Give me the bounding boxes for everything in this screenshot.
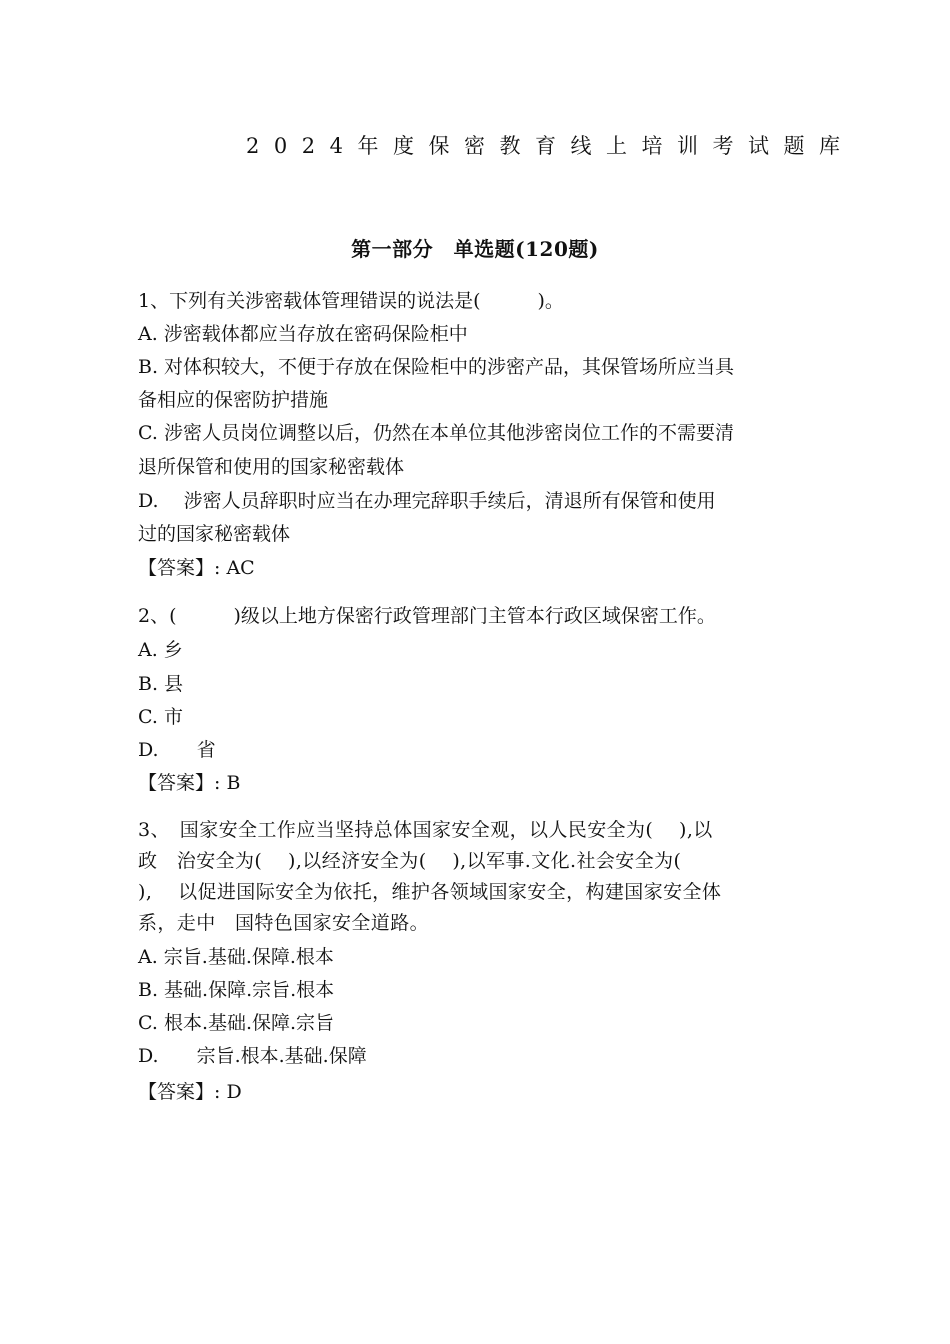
answer-label: 【答案】: AC [138, 557, 255, 579]
option-b-continuation: 备相应的保密防护措施 [138, 389, 329, 411]
option-c: C. 根本.基础.保障.宗旨 [138, 1012, 335, 1034]
option-a: A. 乡 [138, 639, 183, 661]
option-c: C. 涉密人员岗位调整以后，仍然在本单位其他涉密岗位工作的不需要清 [138, 422, 734, 444]
section-heading: 第一部分 单选题(120题) [351, 237, 599, 261]
option-c: C. 市 [138, 706, 183, 728]
stem-line: 3、 国家安全工作应当坚持总体国家安全观，以人民安全为( ),以 [138, 819, 713, 841]
answer-label: 【答案】: D [138, 1081, 242, 1103]
answer-label: 【答案】: B [138, 772, 241, 794]
question-stem: 1、下列有关涉密载体管理错误的说法是( )。 [138, 290, 564, 312]
option-d: D. 涉密人员辞职时应当在办理完辞职手续后，清退所有保管和使用 [138, 490, 716, 512]
stem-line: ), 以促进国际安全为依托，维护各领域国家安全，构建国家安全体 [138, 881, 722, 903]
option-b: B. 对体积较大，不便于存放在保险柜中的涉密产品，其保管场所应当具 [138, 356, 735, 378]
option-c-continuation: 退所保管和使用的国家秘密载体 [138, 456, 405, 478]
document-title: 2024年度保密教育线上培训考试题库 [246, 134, 855, 158]
stem-line: 系，走中 国特色国家安全道路。 [138, 912, 430, 934]
question-3-stem [138, 815, 803, 939]
question-stem: 2、( )级以上地方保密行政管理部门主管本行政区域保密工作。 [138, 605, 716, 627]
option-d: D. 宗旨.根本.基础.保障 [138, 1045, 367, 1067]
option-b: B. 县 [138, 673, 184, 695]
stem-line: 政 治安全为( ),以经济安全为( ),以军事.文化.社会安全为( [138, 850, 682, 872]
option-d: D. 省 [138, 739, 216, 761]
option-a: A. 涉密载体都应当存放在密码保险柜中 [138, 323, 468, 345]
option-a: A. 宗旨.基础.保障.根本 [138, 946, 334, 968]
option-b: B. 基础.保障.宗旨.根本 [138, 979, 335, 1001]
option-d-continuation: 过的国家秘密载体 [138, 523, 291, 545]
